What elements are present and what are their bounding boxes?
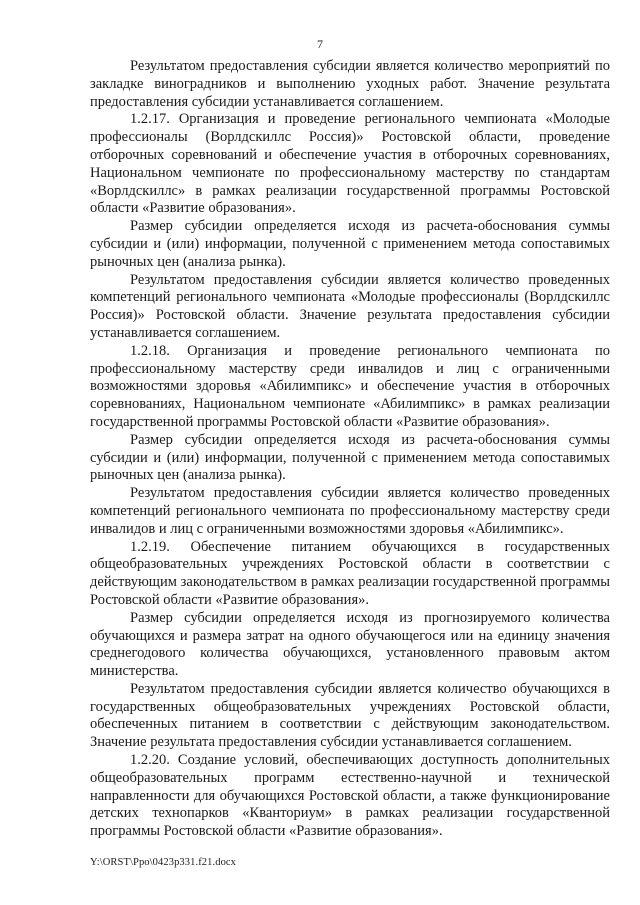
paragraph-1-2-17: 1.2.17. Организация и проведение регионального чемпионата «Молодые профессионалы (Ворлдскиллс Россия)» Ростовской области, проведение отборочных соревнований и обеспечение участия в отборочных соревнованиях, Национальном чемпионате по профессиональному мастерству по стандартам «Ворлдскиллс» в рамках реализации государственной программы Ростовской области «Развитие образования».: [90, 111, 610, 217]
paragraph-result-nutrition: Результатом предоставления субсидии является количество обучающихся в государственных общеобразовательных учреждениях Ростовской области, обеспеченных питанием в соответствии с действующим законодательством. Значение результата предоставления субсидии устанавливается соглашением.: [90, 680, 610, 751]
paragraph-result-vineyards: Результатом предоставления субсидии является количество мероприятий по закладке виноградников и выполнению уходных работ. Значение результата предоставления субсидии устанавливается соглашением.: [90, 58, 610, 110]
paragraph-result-worldskills: Результатом предоставления субсидии является количество проведенных компетенций регионального чемпионата «Молодые профессионалы (Ворлдскиллс Россия)» Ростовской области. Значение результата предоставления субсидии устанавливается соглашением.: [90, 271, 610, 341]
paragraph-subsidy-size-abilympics: Размер субсидии определяется исходя из расчета-обоснования суммы субсидии и (или) информации, полученной с применением метода сопоставимых рыночных цен (анализа рынка).: [90, 431, 610, 484]
paragraph-1-2-18: 1.2.18. Организация и проведение регионального чемпионата по профессиональному мастерству среди инвалидов и лиц с ограниченными возможностями здоровья «Абилимпикс» и обеспечение участия в отборочных соревнованиях, Национальном чемпионате «Абилимпикс» в рамках реализации государственной программы Ростовской области «Развитие образования».: [90, 342, 610, 430]
paragraph-1-2-19: 1.2.19. Обеспечение питанием обучающихся в государственных общеобразовательных учреждениях Ростовской области в соответствии с действующим законодательством в рамках реализации государственной программы Ростовской области «Развитие образования».: [90, 538, 610, 608]
paragraph-subsidy-size-nutrition: Размер субсидии определяется исходя из прогнозируемого количества обучающихся и размера затрат на одного обучающегося или на единицу значения среднегодового количества обучающихся, установленного правовым актом министерства.: [90, 609, 610, 680]
paragraph-subsidy-size-worldskills: Размер субсидии определяется исходя из расчета-обоснования суммы субсидии и (или) информации, полученной с применением метода сопоставимых рыночных цен (анализа рынка).: [90, 218, 610, 270]
document-body: [90, 58, 610, 841]
footer-file-path: Y:\ORST\Ppo\0423p331.f21.docx: [90, 857, 237, 868]
page-number: 7: [317, 37, 323, 51]
paragraph-result-abilympics: Результатом предоставления субсидии является количество проведенных компетенций регионального чемпионата по профессиональному мастерству среди инвалидов и лиц с ограниченными возможностями здоровья «Абилимпикс».: [90, 485, 610, 537]
paragraph-1-2-20: 1.2.20. Создание условий, обеспечивающих доступность дополнительных общеобразовательных программ естественно-научной и технической направленности для обучающихся Ростовской области, а также функционирование детских технопарков «Кванториум» в рамках реализации государственной программы Ростовской области «Развитие образования».: [90, 752, 610, 840]
